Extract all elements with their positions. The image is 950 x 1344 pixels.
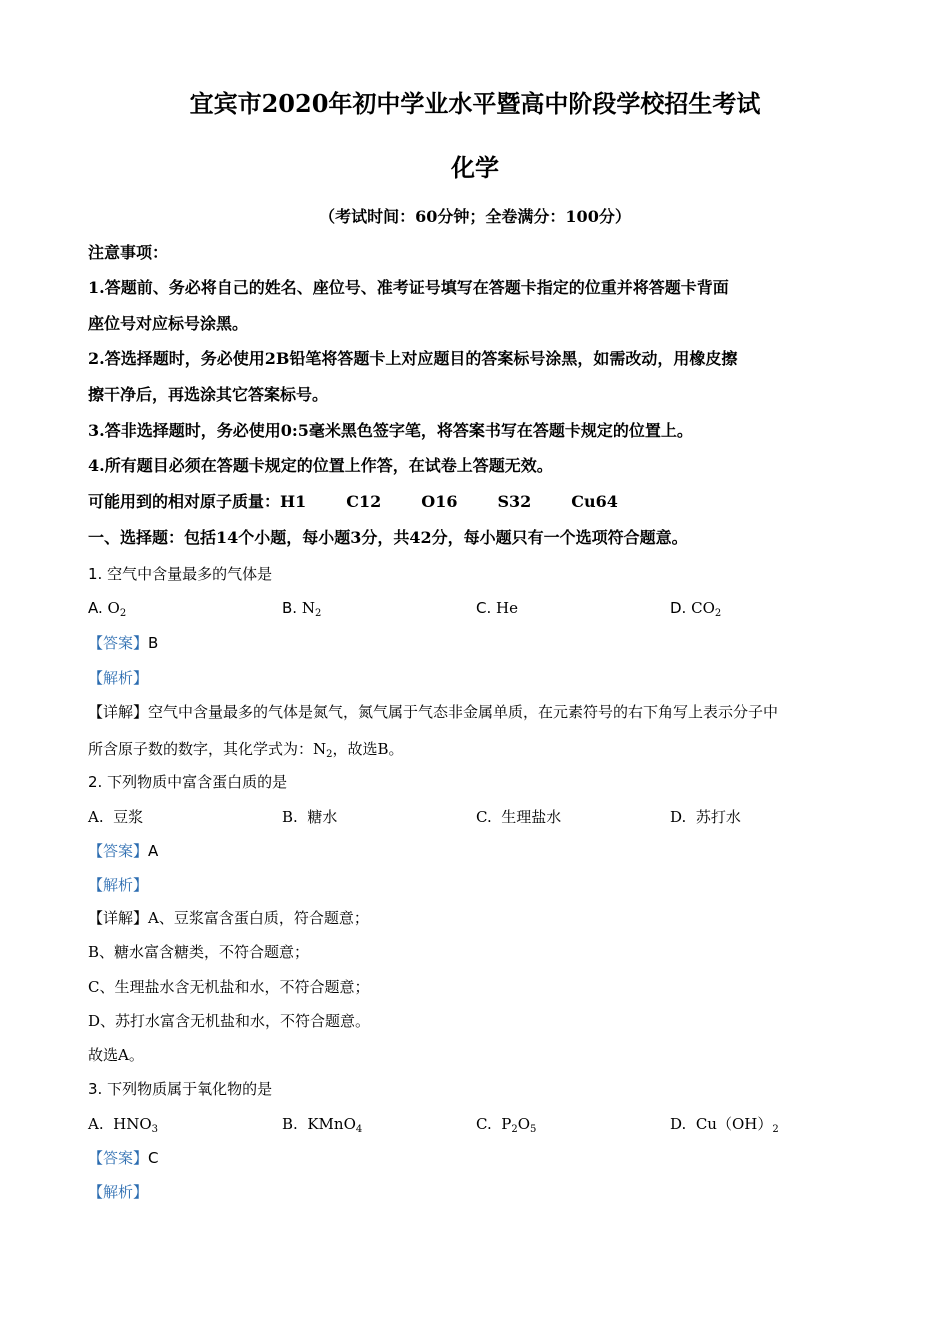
- option-letter: A.: [88, 599, 103, 617]
- option-text: N: [301, 599, 315, 617]
- note-line: 座位号对应标号涂黑。: [88, 314, 249, 333]
- answer-tag: 【答案】: [88, 842, 149, 860]
- option-subscript: 4: [355, 1124, 363, 1135]
- q3-option-b: [282, 1114, 362, 1140]
- option-text: 生理盐水: [501, 808, 562, 826]
- notes-heading: 注意事项：: [88, 243, 169, 262]
- q1-detail-line: [88, 739, 404, 765]
- q1-option-b: [282, 598, 321, 624]
- question-3-stem: [88, 1079, 272, 1099]
- exam-info: （考试时间：60分钟；全卷满分：100分）: [319, 207, 631, 226]
- option-text: He: [496, 599, 518, 617]
- option-letter: A.: [88, 808, 104, 826]
- q2-detail-line: B、糖水富含糖类，不符合题意；: [88, 943, 310, 961]
- option-subscript: 2: [772, 1124, 779, 1135]
- q2-detail-line: 故选A。: [88, 1046, 144, 1064]
- option-subscript: 2: [511, 1124, 518, 1135]
- option-text: O: [517, 1115, 531, 1133]
- detail-text: A、豆浆富含蛋白质，符合题意；: [148, 909, 369, 927]
- note-line: 2.答选择题时，务必使用2B铅笔将答题卡上对应题目的答案标号涂黑，如需改动，用橡皮擦: [88, 349, 738, 368]
- q3-option-a: [88, 1114, 158, 1140]
- q2-option-b: [282, 807, 337, 827]
- q1-option-a: [88, 598, 126, 624]
- question-number: 1.: [88, 565, 103, 583]
- option-text: CO: [691, 599, 715, 617]
- atomic-mass-h: H1: [280, 492, 307, 511]
- detail-text: 空气中含量最多的气体是氮气，氮气属于气态非金属单质，在元素符号的右下角写上表示分子中: [148, 703, 779, 721]
- atomic-mass-label: 可能用到的相对原子质量：: [88, 492, 281, 511]
- answer-value: C: [148, 1149, 159, 1167]
- option-letter: D.: [670, 599, 687, 617]
- option-text: 糖水: [307, 808, 338, 826]
- q1-answer: [88, 633, 158, 653]
- q1-option-c: [476, 598, 518, 618]
- question-text: 空气中含量最多的气体是: [107, 565, 273, 583]
- detail-tag: 【详解】: [88, 909, 149, 927]
- q1-analysis-tag: 【解析】: [88, 669, 149, 687]
- answer-tag: 【答案】: [88, 634, 149, 652]
- q1-detail-line: [88, 702, 778, 722]
- option-text: Cu（OH）: [695, 1115, 773, 1133]
- option-subscript: 2: [119, 608, 127, 619]
- option-letter: D.: [670, 808, 687, 826]
- option-text: O: [107, 599, 120, 617]
- option-text: KMnO: [307, 1115, 356, 1133]
- option-letter: C.: [476, 599, 492, 617]
- option-text: HNO: [113, 1115, 152, 1133]
- detail-tag: 【详解】: [88, 703, 149, 721]
- atomic-mass-c: C12: [346, 492, 382, 511]
- detail-subscript: 2: [326, 749, 333, 760]
- answer-value: A: [148, 842, 159, 860]
- option-subscript: 3: [151, 1124, 159, 1135]
- answer-value: B: [148, 634, 159, 652]
- q3-option-d: [670, 1114, 779, 1140]
- q3-answer: [88, 1148, 159, 1168]
- question-2-stem: [88, 772, 287, 792]
- q1-option-d: [670, 598, 721, 624]
- option-letter: D.: [670, 1115, 687, 1133]
- answer-tag: 【答案】: [88, 1149, 149, 1167]
- option-letter: B.: [282, 808, 298, 826]
- option-letter: C.: [476, 1115, 492, 1133]
- question-text: 下列物质中富含蛋白质的是: [107, 773, 288, 791]
- note-line: 3.答非选择题时，务必使用0:5毫米黑色签字笔，将答案书写在答题卡规定的位置上。: [88, 421, 693, 440]
- q3-analysis-tag: 【解析】: [88, 1183, 149, 1201]
- detail-text: 所含原子数的数字，其化学式为：N: [88, 740, 327, 758]
- atomic-mass-cu: Cu64: [571, 492, 618, 511]
- q2-detail-line: C、生理盐水含无机盐和水，不符合题意；: [88, 978, 370, 996]
- q2-answer: [88, 841, 158, 861]
- q2-option-d: [670, 807, 741, 827]
- q2-option-a: [88, 807, 143, 827]
- option-letter: C.: [476, 808, 492, 826]
- exam-title: 宜宾市2020年初中学业水平暨高中阶段学校招生考试: [189, 89, 761, 118]
- question-number: 3.: [88, 1080, 103, 1098]
- option-text: 豆浆: [113, 808, 144, 826]
- question-number: 2.: [88, 773, 103, 791]
- q2-option-c: [476, 807, 561, 827]
- note-line: 4.所有题目必须在答题卡规定的位置上作答，在试卷上答题无效。: [88, 456, 553, 475]
- question-1-stem: [88, 564, 272, 584]
- section-heading: 一、选择题：包括14个小题，每小题3分，共42分，每小题只有一个选项符合题意。: [88, 528, 688, 547]
- subject-title: 化学: [451, 153, 499, 182]
- option-letter: A.: [88, 1115, 104, 1133]
- option-subscript: 5: [530, 1124, 537, 1135]
- note-line: 擦干净后，再选涂其它答案标号。: [88, 385, 329, 404]
- q2-detail-line: D、苏打水富含无机盐和水，不符合题意。: [88, 1012, 371, 1030]
- atomic-mass-s: S32: [497, 492, 532, 511]
- detail-text: ，故选B。: [332, 740, 404, 758]
- q2-analysis-tag: 【解析】: [88, 876, 149, 894]
- option-subscript: 2: [714, 608, 722, 619]
- option-subscript: 2: [314, 608, 322, 619]
- note-line: 1.答题前、务必将自己的姓名、座位号、准考证号填写在答题卡指定的位重并将答题卡背面: [88, 278, 729, 297]
- question-text: 下列物质属于氧化物的是: [107, 1080, 273, 1098]
- option-letter: B.: [282, 599, 298, 617]
- atomic-mass-o: O16: [421, 492, 458, 511]
- option-text: 苏打水: [695, 808, 741, 826]
- q3-option-c: [476, 1114, 536, 1140]
- option-letter: B.: [282, 1115, 298, 1133]
- option-text: P: [501, 1115, 512, 1133]
- q2-detail-line: [88, 908, 369, 928]
- atomic-mass-line: [88, 492, 618, 512]
